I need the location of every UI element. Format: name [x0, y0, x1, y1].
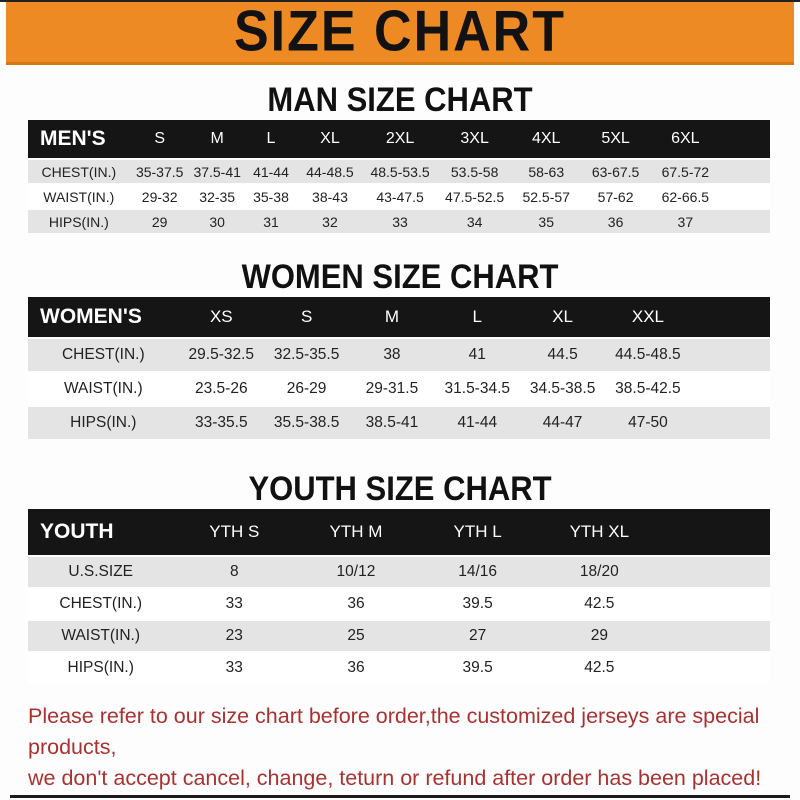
cell-filler — [660, 589, 770, 619]
cell-filler — [720, 210, 770, 233]
row-label: WAIST(IN.) — [28, 621, 173, 651]
youth-col-header: YTH XL — [538, 509, 660, 555]
cell-filler — [691, 373, 770, 405]
women-waist-row — [28, 373, 770, 405]
header-filler — [660, 509, 770, 555]
disclaimer-line-1: Please refer to our size chart before order,the customized jerseys are special products, — [28, 704, 760, 760]
cell: 63-67.5 — [581, 160, 651, 183]
cell: 39.5 — [417, 589, 539, 619]
header-filler — [691, 297, 770, 337]
cell: 44-47 — [520, 407, 605, 439]
cell: 23 — [173, 621, 295, 651]
cell: 37.5-41 — [190, 160, 245, 183]
header-filler — [720, 120, 770, 158]
men-section-title: MAN SIZE CHART — [267, 79, 533, 120]
row-label: CHEST(IN.) — [28, 339, 179, 371]
youth-hips-row — [28, 653, 770, 683]
cell: 57-62 — [581, 185, 651, 208]
women-col-header: L — [435, 297, 520, 337]
cell: 44.5 — [520, 339, 605, 371]
cell: 14/16 — [417, 557, 539, 587]
youth-col-header: YTH M — [295, 509, 417, 555]
cell: 34.5-38.5 — [520, 373, 605, 405]
men-col-header: XL — [297, 120, 362, 158]
cell: 36 — [581, 210, 651, 233]
cell: 33 — [363, 210, 438, 233]
cell: 36 — [295, 589, 417, 619]
cell: 8 — [173, 557, 295, 587]
cell: 32.5-35.5 — [264, 339, 349, 371]
cell-filler — [720, 160, 770, 183]
cell: 41-44 — [245, 160, 298, 183]
cell: 29-31.5 — [349, 373, 434, 405]
youth-size-table — [28, 507, 770, 685]
cell: 26-29 — [264, 373, 349, 405]
cell: 41 — [435, 339, 520, 371]
cell: 53.5-58 — [438, 160, 512, 183]
men-col-header: L — [245, 120, 298, 158]
row-label: WAIST(IN.) — [28, 185, 130, 208]
women-size-table — [28, 295, 770, 441]
youth-chest-row — [28, 589, 770, 619]
youth-table-label: YOUTH — [28, 509, 173, 555]
men-col-header: 6XL — [650, 120, 720, 158]
cell: 32-35 — [190, 185, 245, 208]
cell: 62-66.5 — [650, 185, 720, 208]
men-col-header: 2XL — [363, 120, 438, 158]
women-table-label: WOMEN'S — [28, 297, 179, 337]
men-size-table — [28, 118, 770, 235]
cell: 29.5-32.5 — [179, 339, 264, 371]
cell: 18/20 — [538, 557, 660, 587]
row-label: CHEST(IN.) — [28, 589, 173, 619]
women-chest-row — [28, 339, 770, 371]
cell: 41-44 — [435, 407, 520, 439]
cell: 33 — [173, 653, 295, 683]
women-col-header: XS — [179, 297, 264, 337]
cell: 44-48.5 — [297, 160, 362, 183]
youth-col-header: YTH S — [173, 509, 295, 555]
youth-header-row — [28, 509, 770, 555]
cell-filler — [660, 621, 770, 651]
cell-filler — [660, 557, 770, 587]
cell: 44.5-48.5 — [605, 339, 690, 371]
women-header-row — [28, 297, 770, 337]
women-col-header: XXL — [605, 297, 690, 337]
cell: 52.5-57 — [512, 185, 581, 208]
cell-filler — [691, 407, 770, 439]
men-col-header: S — [130, 120, 190, 158]
cell: 29-32 — [130, 185, 190, 208]
cell: 27 — [417, 621, 539, 651]
cell: 10/12 — [295, 557, 417, 587]
cell: 30 — [190, 210, 245, 233]
disclaimer-text — [28, 701, 772, 795]
cell: 32 — [297, 210, 362, 233]
cell: 29 — [538, 621, 660, 651]
page-title: SIZE CHART — [234, 0, 566, 64]
cell: 29 — [130, 210, 190, 233]
cell: 35-37.5 — [130, 160, 190, 183]
men-col-header: 3XL — [438, 120, 512, 158]
men-waist-row — [28, 185, 770, 208]
row-label: HIPS(IN.) — [28, 407, 179, 439]
row-label: CHEST(IN.) — [28, 160, 130, 183]
youth-col-header: YTH L — [417, 509, 539, 555]
youth-waist-row — [28, 621, 770, 651]
disclaimer-line-2: we don't accept cancel, change, teturn or refund after order has been placed! — [28, 766, 762, 791]
row-label: HIPS(IN.) — [28, 653, 173, 683]
row-label: U.S.SIZE — [28, 557, 173, 587]
cell: 38-43 — [297, 185, 362, 208]
cell: 38.5-41 — [349, 407, 434, 439]
cell: 39.5 — [417, 653, 539, 683]
women-col-header: XL — [520, 297, 605, 337]
men-table-label: MEN'S — [28, 120, 130, 158]
youth-section-title: YOUTH SIZE CHART — [248, 468, 552, 509]
women-section-title: WOMEN SIZE CHART — [241, 256, 559, 297]
row-label: WAIST(IN.) — [28, 373, 179, 405]
cell: 35.5-38.5 — [264, 407, 349, 439]
cell: 35-38 — [245, 185, 298, 208]
cell: 31 — [245, 210, 298, 233]
row-label: HIPS(IN.) — [28, 210, 130, 233]
cell-filler — [720, 185, 770, 208]
cell: 35 — [512, 210, 581, 233]
cell: 23.5-26 — [179, 373, 264, 405]
banner — [6, 2, 794, 65]
cell: 31.5-34.5 — [435, 373, 520, 405]
cell: 58-63 — [512, 160, 581, 183]
cell-filler — [660, 653, 770, 683]
women-col-header: S — [264, 297, 349, 337]
women-col-header: M — [349, 297, 434, 337]
men-hips-row — [28, 210, 770, 233]
men-chest-row — [28, 160, 770, 183]
cell: 37 — [650, 210, 720, 233]
cell: 33 — [173, 589, 295, 619]
cell: 25 — [295, 621, 417, 651]
cell: 33-35.5 — [179, 407, 264, 439]
youth-ussize-row — [28, 557, 770, 587]
cell: 43-47.5 — [363, 185, 438, 208]
men-col-header: M — [190, 120, 245, 158]
cell: 67.5-72 — [650, 160, 720, 183]
cell-filler — [691, 339, 770, 371]
cell: 42.5 — [538, 653, 660, 683]
cell: 47-50 — [605, 407, 690, 439]
men-header-row — [28, 120, 770, 158]
cell: 36 — [295, 653, 417, 683]
cell: 48.5-53.5 — [363, 160, 438, 183]
cell: 38 — [349, 339, 434, 371]
cell: 42.5 — [538, 589, 660, 619]
cell: 34 — [438, 210, 512, 233]
cell: 47.5-52.5 — [438, 185, 512, 208]
men-col-header: 5XL — [581, 120, 651, 158]
cell: 38.5-42.5 — [605, 373, 690, 405]
women-hips-row — [28, 407, 770, 439]
men-col-header: 4XL — [512, 120, 581, 158]
